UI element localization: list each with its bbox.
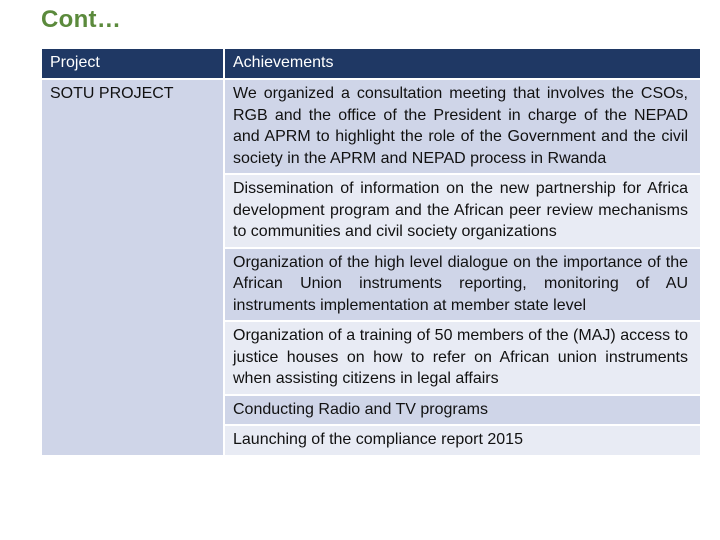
achievements-table	[42, 49, 702, 457]
achievement-cell: Conducting Radio and TV programs	[224, 395, 701, 426]
achievement-cell: Organization of a training of 50 members of the (MAJ) access to justice houses on how to refer on African union instruments when assisting citizens in legal affairs	[224, 321, 701, 395]
table-header-row	[42, 49, 701, 79]
table-row	[42, 79, 701, 174]
header-project: Project	[42, 49, 224, 79]
achievement-cell: Launching of the compliance report 2015	[224, 425, 701, 456]
achievement-cell: Dissemination of information on the new partnership for Africa development program and the African peer review mechanisms to communities and civil society organizations	[224, 174, 701, 248]
header-achievements: Achievements	[224, 49, 701, 79]
achievement-cell: Organization of the high level dialogue on the importance of the African Union instruments reporting, monitoring of AU instruments implementation at member state level	[224, 248, 701, 322]
project-name-cell: SOTU PROJECT	[42, 79, 224, 456]
slide-title: Cont…	[41, 6, 122, 33]
achievement-cell: We organized a consultation meeting that involves the CSOs, RGB and the office of the President in charge of the NEPAD and APRM to highlight the role of the Government and the civil society in the APRM and NEPAD process in Rwanda	[224, 79, 701, 174]
